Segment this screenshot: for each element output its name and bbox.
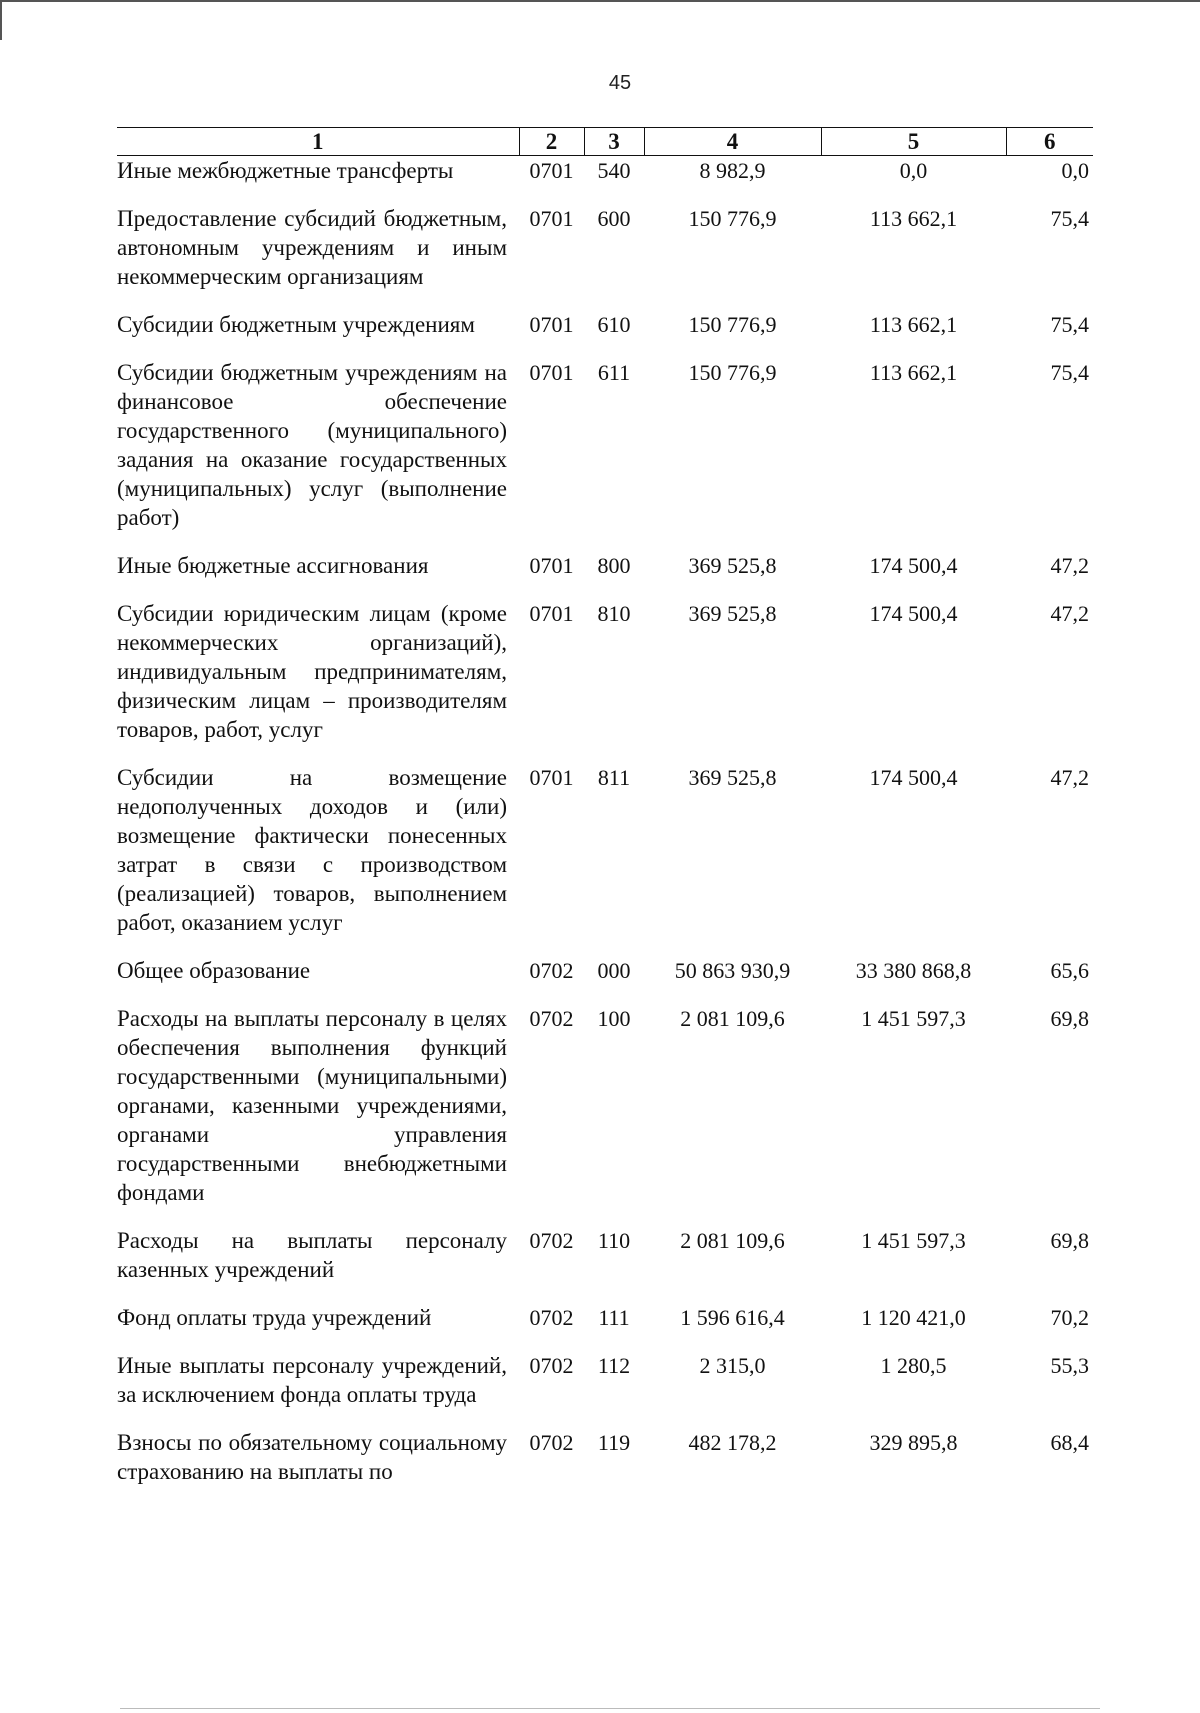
- table-row: [117, 599, 1093, 763]
- row-expense-type: 610: [597, 312, 631, 337]
- table-header-row: [117, 128, 1093, 156]
- row-fact-amount: 0,0: [899, 158, 928, 183]
- row-name: Иные межбюджетные трансферты: [117, 158, 454, 183]
- row-section-code: 0702: [529, 1228, 574, 1253]
- row-fact-amount: 329 895,8: [869, 1430, 958, 1455]
- row-plan-amount: 150 776,9: [688, 360, 777, 385]
- header-col-1: 1: [117, 128, 519, 156]
- row-expense-type: 110: [597, 1228, 631, 1253]
- table-row: [117, 1303, 1093, 1351]
- table-row: [117, 1226, 1093, 1303]
- row-name: Взносы по обязательному социальному страхованию на выплаты по: [117, 1430, 507, 1484]
- row-fact-amount: 174 500,4: [869, 553, 958, 578]
- row-percent: 65,6: [1050, 958, 1089, 983]
- row-expense-type: 000: [597, 958, 631, 983]
- row-section-code: 0702: [529, 1305, 574, 1330]
- row-name: Предоставление субсидий бюджетным, автономным учреждениям и иным некоммерческим организациям: [117, 206, 507, 289]
- header-col-3: 3: [584, 128, 644, 156]
- header-col-5: 5: [821, 128, 1006, 156]
- row-section-code: 0701: [529, 765, 574, 790]
- row-plan-amount: 50 863 930,9: [674, 958, 791, 983]
- row-percent: 68,4: [1050, 1430, 1089, 1455]
- table-row: [117, 956, 1093, 1004]
- row-plan-amount: 369 525,8: [688, 765, 777, 790]
- row-fact-amount: 113 662,1: [869, 360, 958, 385]
- table-row: [117, 1004, 1093, 1226]
- row-expense-type: 112: [597, 1353, 631, 1378]
- row-section-code: 0701: [529, 206, 574, 231]
- row-fact-amount: 174 500,4: [869, 765, 958, 790]
- row-percent: 75,4: [1050, 360, 1089, 385]
- header-col-2: 2: [519, 128, 584, 156]
- row-section-code: 0701: [529, 158, 574, 183]
- row-expense-type: 811: [597, 765, 631, 790]
- row-percent: 69,8: [1050, 1006, 1089, 1031]
- row-percent: 69,8: [1050, 1228, 1089, 1253]
- row-expense-type: 119: [597, 1430, 631, 1455]
- row-fact-amount: 33 380 868,8: [855, 958, 972, 983]
- row-plan-amount: 482 178,2: [688, 1430, 777, 1455]
- row-percent: 47,2: [1050, 601, 1089, 626]
- row-section-code: 0702: [529, 1353, 574, 1378]
- row-fact-amount: 174 500,4: [869, 601, 958, 626]
- row-fact-amount: 1 120 421,0: [861, 1305, 966, 1330]
- row-section-code: 0701: [529, 360, 574, 385]
- row-expense-type: 100: [597, 1006, 631, 1031]
- header-col-6: 6: [1006, 128, 1093, 156]
- row-name: Субсидии юридическим лицам (кроме некоммерческих организаций), индивидуальным предпринимателям, физическим лицам – производителям товаров, работ, услуг: [117, 601, 507, 742]
- row-name: Субсидии на возмещение недополученных доходов и (или) возмещение фактически понесенных затрат в связи с производством (реализацией) товаров, выполнением работ, оказанием услуг: [117, 765, 507, 935]
- table-row: [117, 763, 1093, 956]
- row-section-code: 0701: [529, 601, 574, 626]
- header-col-4: 4: [644, 128, 821, 156]
- row-plan-amount: 8 982,9: [699, 158, 766, 183]
- row-section-code: 0702: [529, 1006, 574, 1031]
- table-row: [117, 204, 1093, 310]
- row-section-code: 0702: [529, 958, 574, 983]
- row-fact-amount: 1 451 597,3: [861, 1006, 966, 1031]
- row-percent: 75,4: [1050, 312, 1089, 337]
- row-section-code: 0701: [529, 553, 574, 578]
- page-number: 45: [608, 72, 632, 94]
- row-name: Общее образование: [117, 958, 311, 983]
- row-plan-amount: 2 315,0: [699, 1353, 766, 1378]
- row-fact-amount: 113 662,1: [869, 312, 958, 337]
- row-name: Фонд оплаты труда учреждений: [117, 1305, 432, 1330]
- table-row: [117, 310, 1093, 358]
- row-fact-amount: 1 451 597,3: [861, 1228, 966, 1253]
- table-row: [117, 1351, 1093, 1428]
- row-name: Расходы на выплаты персоналу казенных учреждений: [117, 1228, 507, 1282]
- row-name: Субсидии бюджетным учреждениям: [117, 312, 475, 337]
- row-plan-amount: 1 596 616,4: [680, 1305, 785, 1330]
- scan-edge-left: [0, 0, 2, 40]
- table-row: [117, 156, 1093, 205]
- row-percent: 75,4: [1050, 206, 1089, 231]
- table-row: [117, 1428, 1093, 1505]
- row-plan-amount: 150 776,9: [688, 312, 777, 337]
- row-percent: 47,2: [1050, 765, 1089, 790]
- row-expense-type: 600: [597, 206, 631, 231]
- row-fact-amount: 113 662,1: [869, 206, 958, 231]
- row-percent: 70,2: [1050, 1305, 1089, 1330]
- row-section-code: 0701: [529, 312, 574, 337]
- table-row: [117, 358, 1093, 551]
- table-row: [117, 551, 1093, 599]
- row-expense-type: 111: [598, 1305, 630, 1330]
- row-name: Субсидии бюджетным учреждениям на финансовое обеспечение государственного (муниципального) задания на оказание государственных (муниципальных) услуг (выполнение работ): [117, 360, 507, 530]
- row-plan-amount: 369 525,8: [688, 553, 777, 578]
- row-fact-amount: 1 280,5: [880, 1353, 947, 1378]
- row-name: Иные бюджетные ассигнования: [117, 553, 429, 578]
- scan-edge-bottom: [120, 1708, 1100, 1709]
- row-plan-amount: 150 776,9: [688, 206, 777, 231]
- row-percent: 0,0: [1061, 158, 1089, 183]
- row-plan-amount: 2 081 109,6: [680, 1006, 785, 1031]
- row-section-code: 0702: [529, 1430, 574, 1455]
- row-name: Расходы на выплаты персоналу в целях обеспечения выполнения функций государственными (муниципальными) органами, казенными учреждениями, органами управления государственными внебюджетными фондами: [117, 1006, 507, 1205]
- row-name: Иные выплаты персоналу учреждений, за исключением фонда оплаты труда: [117, 1353, 507, 1407]
- row-plan-amount: 2 081 109,6: [680, 1228, 785, 1253]
- row-expense-type: 540: [597, 158, 631, 183]
- row-percent: 55,3: [1050, 1353, 1089, 1378]
- row-expense-type: 810: [597, 601, 631, 626]
- row-plan-amount: 369 525,8: [688, 601, 777, 626]
- row-expense-type: 611: [597, 360, 631, 385]
- scan-edge-top: [0, 0, 1200, 2]
- row-expense-type: 800: [597, 553, 631, 578]
- budget-table: [117, 127, 1093, 1505]
- row-percent: 47,2: [1050, 553, 1089, 578]
